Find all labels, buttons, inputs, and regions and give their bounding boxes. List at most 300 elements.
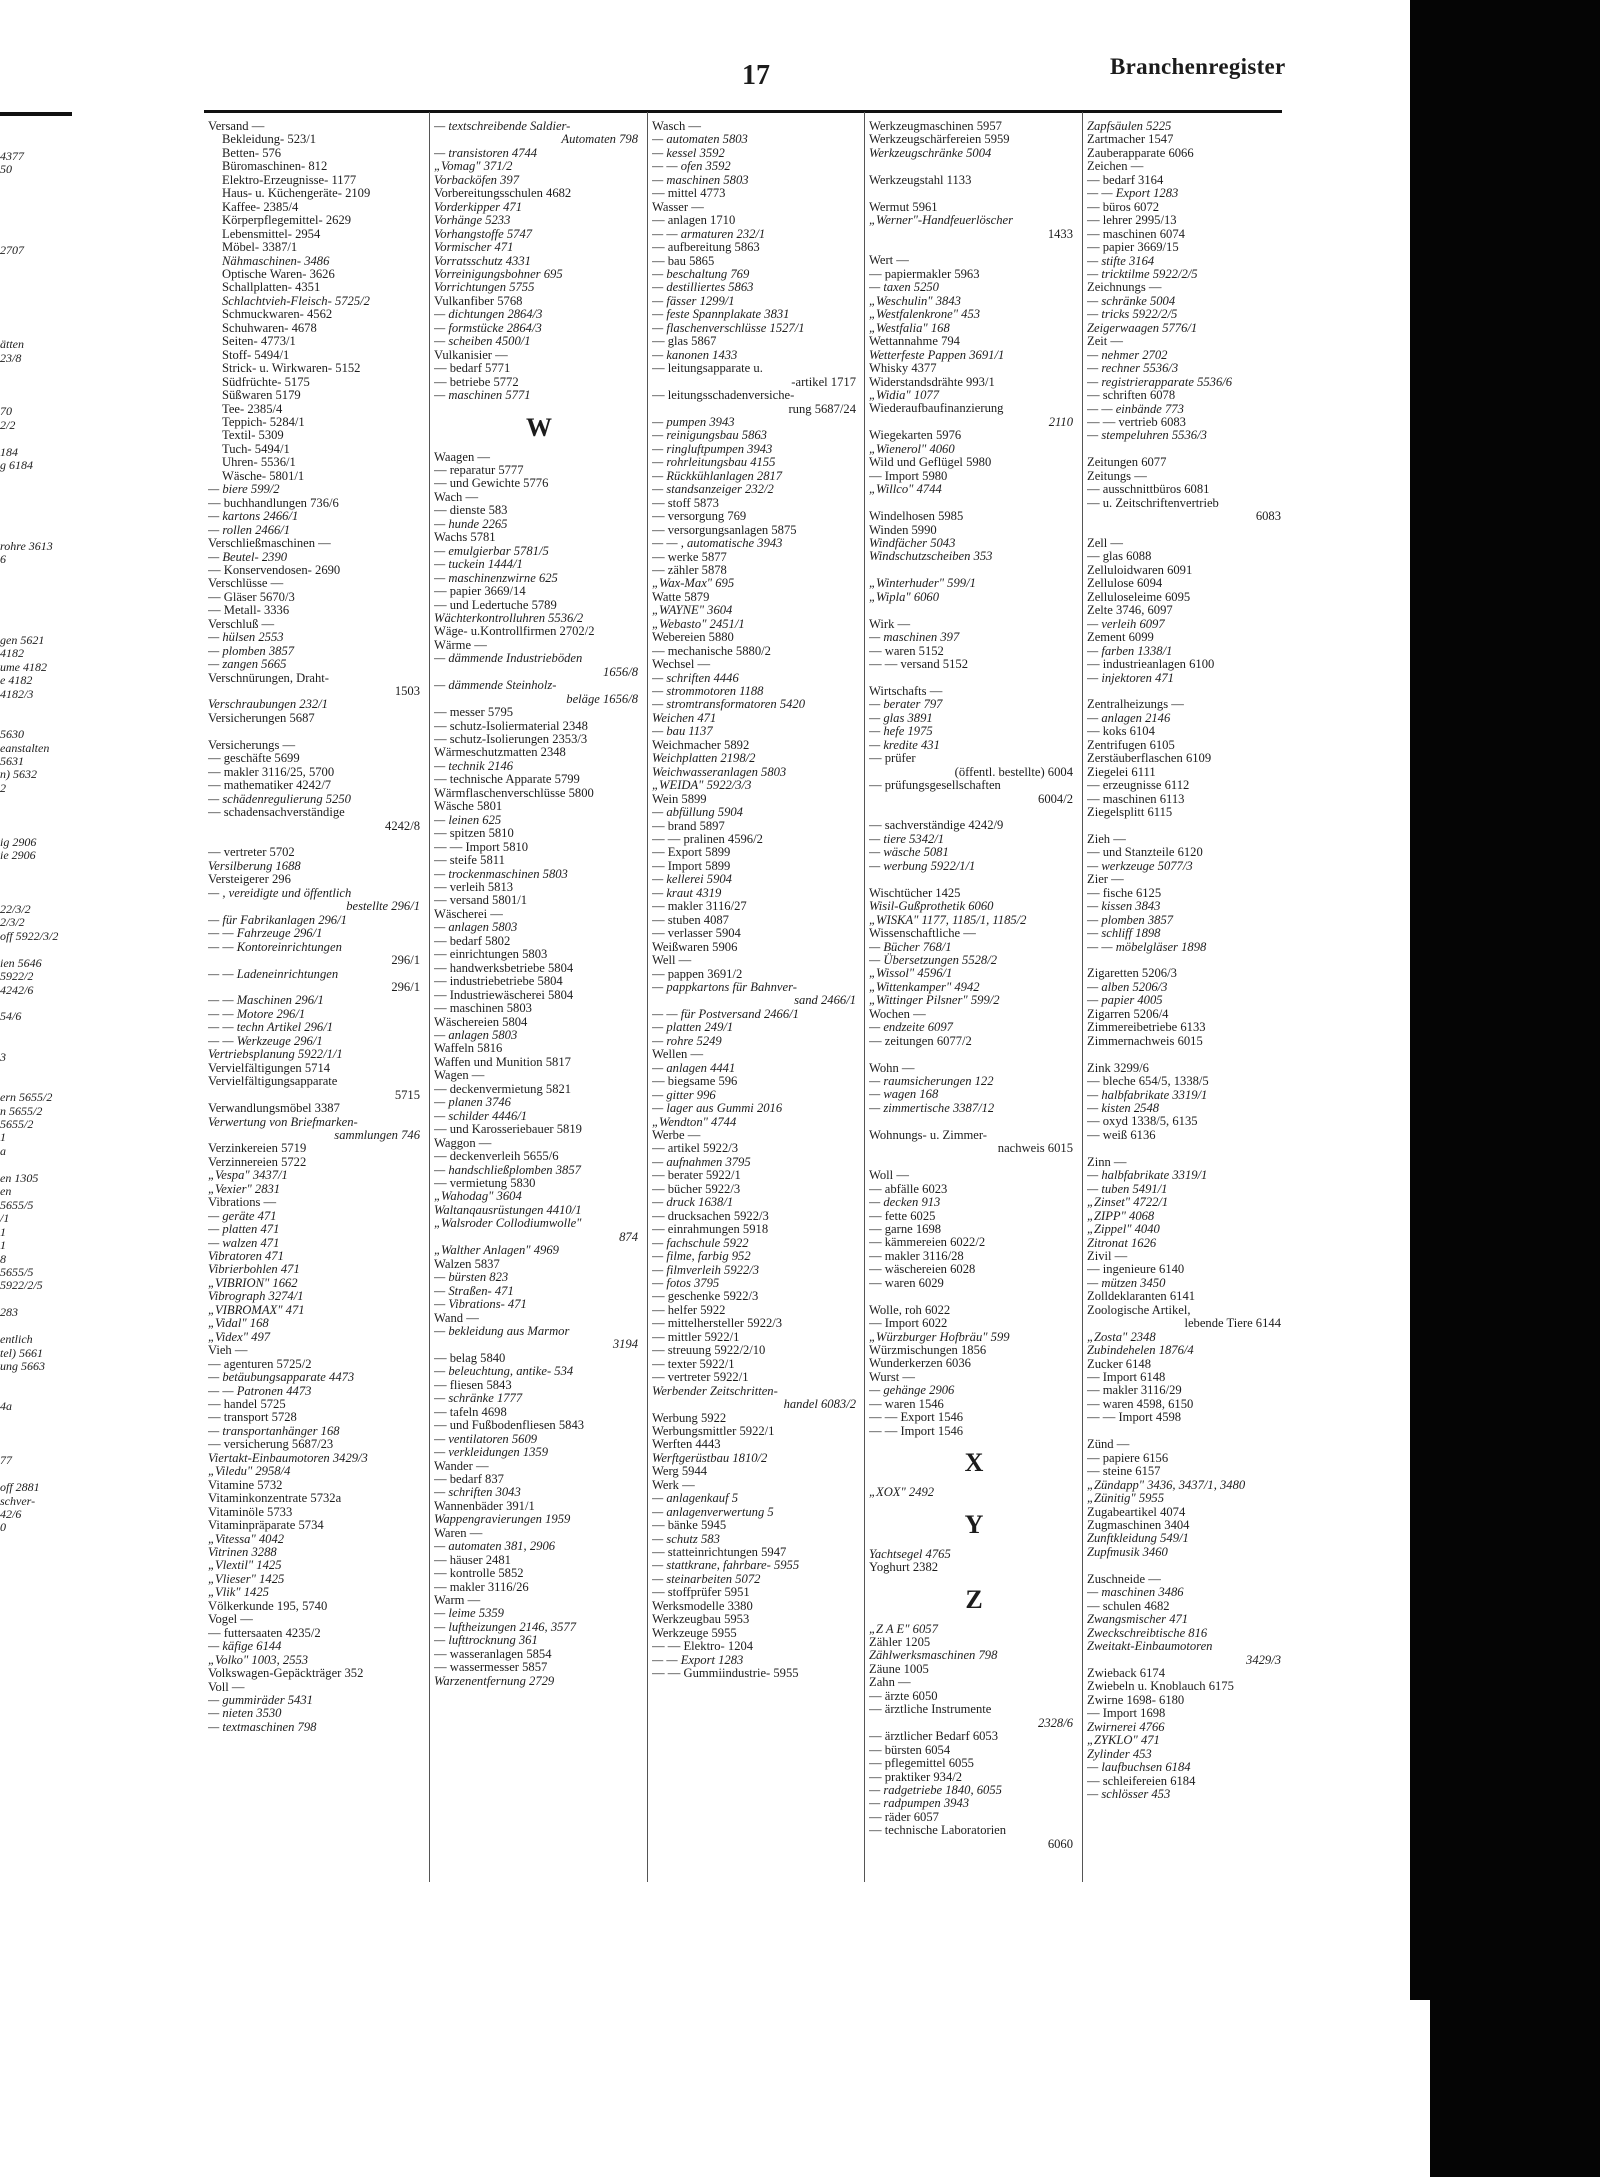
index-entry: — schutz-Isoliermaterial 2348 [434,718,588,733]
index-entry: Teppich- 5284/1 [222,414,305,429]
index-entry: Zinn — [1087,1154,1127,1169]
index-entry: Zucker 6148 [1087,1356,1151,1371]
index-entry: Vorbereitungsschulen 4682 [434,186,572,201]
margin-fragment [0,204,70,217]
index-entry: — papier 3669/15 [1087,240,1179,255]
index-entry: Zauberapparate 6066 [1087,145,1194,160]
index-entry: Wolle, roh 6022 [869,1302,951,1317]
index-entry: — strommotoren 1188 [652,684,764,699]
index-entry: — textmaschinen 798 [208,1719,317,1734]
index-entry: — kämmereien 6022/2 [869,1235,986,1250]
index-entry: Werksmodelle 3380 [652,1598,753,1613]
page-bottom-margin [0,2000,1430,2177]
index-entry: Ziegelei 6111 [1087,764,1156,779]
index-entry: Waren — [434,1525,483,1540]
index-entry: — und Karosseriebauer 5819 [434,1122,582,1137]
index-entry: — helfer 5922 [652,1302,726,1317]
index-entry: Tee- 2385/4 [222,401,283,416]
index-entry: — maschinen 6113 [1087,791,1185,806]
index-entry: — — vertrieb 6083 [1087,414,1186,429]
index-entry: — fachschule 5922 [652,1235,749,1250]
margin-fragment [0,580,70,593]
index-entry: Windfächer 5043 [869,535,956,550]
index-entry: Vogel — [208,1612,253,1627]
margin-fragment [0,513,70,526]
margin-fragment: 5631 [0,753,24,768]
index-entry: — plomben 3857 [208,643,295,658]
index-entry: Zuschneide — [1087,1571,1161,1586]
index-entry: — formstücke 2864/3 [434,320,542,335]
margin-fragment: 2/2 [0,417,16,432]
section-letter: X [964,1448,984,1478]
margin-fragment: 2/3/2 [0,915,25,930]
index-entry: — bücher 5922/3 [652,1181,741,1196]
index-entry: „Wittenkamper" 4942 [869,979,980,994]
index-entry: — bürsten 823 [434,1270,509,1285]
margin-fragment: n 5655/2 [0,1103,43,1118]
index-entry: — ärzte 6050 [869,1688,938,1703]
index-entry: — aufnahmen 3795 [652,1154,751,1169]
index-entry: — streuung 5922/2/10 [652,1343,766,1358]
index-entry: — vermietung 5830 [434,1175,536,1190]
index-entry: — — Werkzeuge 296/1 [208,1033,323,1048]
index-entry: Weichen 471 [652,710,717,725]
index-entry: sammlungen 746 [334,1127,420,1142]
index-entry: — versand 5801/1 [434,893,528,908]
index-entry: — bedarf 3164 [1087,172,1164,187]
margin-fragment [0,1158,70,1171]
index-entry: Zigaretten 5206/3 [1087,966,1177,981]
index-entry: Zeitungen 6077 [1087,455,1167,470]
index-entry: 6083 [1255,509,1281,524]
index-entry: — drucksachen 5922/3 [652,1208,769,1223]
index-entry: — und Ledertuche 5789 [434,597,557,612]
margin-fragment [0,284,70,297]
index-entry: 6060 [1047,1836,1073,1851]
index-entry: — werke 5877 [652,549,727,564]
index-entry: — schleifereien 6184 [1087,1773,1196,1788]
index-entry: Zement 6099 [1087,630,1154,645]
index-entry: — fässer 1299/1 [652,293,735,308]
index-entry: — Import 1698 [1087,1706,1166,1721]
index-entry: Optische Waren- 3626 [222,266,335,281]
index-column-3 [652,120,862,1681]
index-entry: Zelluloidwaren 6091 [1087,562,1193,577]
index-entry: 1503 [394,684,420,699]
margin-fragment: ien 5646 [0,955,42,970]
index-entry: — industriebetriebe 5804 [434,974,563,989]
index-entry: 1656/8 [603,664,638,679]
index-entry: — pappen 3691/2 [652,966,743,981]
index-entry: — waren 6029 [869,1275,944,1290]
index-entry: lebende Tiere 6144 [1184,1316,1281,1331]
index-entry: — feste Spannplakate 3831 [652,307,790,322]
margin-fragment [0,701,70,714]
index-entry: — wäschereien 6028 [869,1262,976,1277]
index-entry: — injektoren 471 [1087,670,1174,685]
index-entry: „WEIDA" 5922/3/3 [652,778,752,793]
margin-fragment [0,271,70,284]
index-entry: — bedarf 5771 [434,361,511,376]
index-entry: Zimmereibetriebe 6133 [1087,1020,1206,1035]
index-entry: Wechsel — [652,657,711,672]
index-entry: 296/1 [391,953,420,968]
index-entry: Wein 5899 [652,791,707,806]
index-entry: Schlachtvieh-Fleisch- 5725/2 [222,293,370,308]
index-entry: — berater 5922/1 [652,1168,741,1183]
header-rule [204,110,1282,113]
margin-fragment: schver- [0,1493,36,1508]
index-entry: — büros 6072 [1087,199,1160,214]
margin-fragment: gen 5621 [0,632,45,647]
margin-fragment: eanstalten [0,740,50,755]
index-entry: „Zündapp" 3436, 3437/1, 3480 [1087,1477,1246,1492]
index-entry: Zeichnungs — [1087,280,1162,295]
margin-fragment [0,1414,70,1427]
index-entry: Werften 4443 [652,1437,721,1452]
index-entry: Zäune 1005 [869,1661,929,1676]
margin-fragment [0,325,70,338]
margin-fragment: 4182/3 [0,686,34,701]
index-entry: Zerstäuberflaschen 6109 [1087,751,1212,766]
index-entry: — kredite 431 [869,737,940,752]
index-entry: Warzenentfernung 2729 [434,1673,555,1688]
index-entry: — bänke 5945 [652,1518,727,1533]
margin-fragment [0,1468,70,1481]
index-entry: Vitamine 5732 [208,1477,283,1492]
index-entry: — — Gummiindustrie- 5955 [652,1666,799,1681]
margin-fragment: 4242/6 [0,982,34,997]
index-entry: — Import 5980 [869,468,948,483]
section-letter: W [526,412,552,442]
index-entry: Zähler 1205 [869,1635,931,1650]
index-entry: — kanonen 1433 [652,347,738,362]
index-entry: Walzen 5837 [434,1256,500,1271]
index-entry [869,1048,1079,1061]
index-entry: — wäsche 5081 [869,845,949,860]
index-entry: 4242/8 [385,818,420,833]
margin-fragment: 5655/2 [0,1117,34,1132]
index-entry: Zivil — [1087,1248,1128,1263]
index-entry: — aufbereitung 5863 [652,240,760,255]
index-entry: 3194 [612,1337,638,1352]
index-entry: Wochen — [869,1006,926,1021]
index-entry: „Winterhuder" 599/1 [869,576,976,591]
index-entry: Zwiebeln u. Knoblauch 6175 [1087,1679,1234,1694]
index-entry: — taxen 5250 [869,280,939,295]
index-entry: Viertakt-Einbaumotoren 3429/3 [208,1450,368,1465]
index-entry: Wiederaufbaufinanzierung [869,401,1004,416]
index-entry: „Walsroder Collodiumwolle" [434,1216,582,1231]
margin-fragment [0,1441,70,1454]
index-entry: „Volko" 1003, 2553 [208,1652,309,1667]
margin-fragment: tel) 5661 [0,1345,43,1360]
index-entry: — schutz-Isolierungen 2353/3 [434,732,588,747]
index-entry: — scheiben 4500/1 [434,334,531,349]
index-entry: — lager aus Gummi 2016 [652,1101,783,1116]
index-entry: — hülsen 2553 [208,630,284,645]
margin-fragment [0,231,70,244]
index-entry: — kontrolle 5852 [434,1566,524,1581]
index-entry: Wäschereien 5804 [434,1014,528,1029]
margin-fragment [0,473,70,486]
margin-fragment: en 1305 [0,1170,39,1185]
index-entry: — anlagen 1710 [652,213,736,228]
index-entry: — mittel 4773 [652,186,726,201]
index-entry: — waren 4598, 6150 [1087,1396,1194,1411]
index-entry: Vieh — [208,1343,248,1358]
margin-fragment [0,217,70,230]
index-entry: — — Elektro- 1204 [652,1639,754,1654]
index-entry: — tafeln 4698 [434,1404,507,1419]
margin-fragment: rohre 3613 [0,538,53,553]
margin-fragment: n) 5632 [0,767,37,782]
index-entry: — bau 1137 [652,724,713,739]
index-entry: Nähmaschinen- 3486 [222,253,330,268]
margin-fragment [0,1024,70,1037]
index-entry: Versand — [208,120,265,133]
index-entry: Lebensmittel- 2954 [222,226,321,241]
index-entry: Zink 3299/6 [1087,1060,1149,1075]
index-entry: — platten 471 [208,1222,280,1237]
margin-fragment [0,620,70,633]
index-entry: Wirtschafts — [869,683,943,698]
index-entry: — Import 6022 [869,1316,948,1331]
index-entry: „Vlieser" 1425 [208,1571,285,1586]
margin-fragment: 1 [0,1224,6,1239]
index-entry: — koks 6104 [1087,724,1155,739]
index-entry: Wäge- u.Kontrollfirmen 2702/2 [434,624,595,639]
index-entry: — — Maschinen 296/1 [208,993,324,1008]
index-entry: Völkerkunde 195, 5740 [208,1598,328,1613]
index-entry: Versicherungen 5687 [208,710,315,725]
index-entry: — fette 6025 [869,1208,936,1223]
index-entry: — abfälle 6023 [869,1181,948,1196]
index-entry: — verleih 5813 [434,880,514,895]
index-entry: — bürsten 6054 [869,1742,951,1757]
index-entry: — berater 797 [869,697,943,712]
index-entry: Verschließmaschinen — [208,536,331,551]
index-entry: Zelluloseleime 6095 [1087,589,1191,604]
index-entry: Schmuckwaren- 4562 [222,307,333,322]
index-entry: — schadensachverständige [208,805,345,820]
index-entry: — maschinen 5803 [652,172,749,187]
index-entry: Zentrifugen 6105 [1087,737,1175,752]
index-entry: bestellte 296/1 [346,899,420,914]
index-entry: Wäscherei — [434,906,503,921]
index-entry: — filme, farbig 952 [652,1249,751,1264]
index-entry: — versorgungsanlagen 5875 [652,522,797,537]
index-entry: — mützen 3450 [1087,1275,1166,1290]
index-entry: „Zippel" 4040 [1087,1222,1160,1237]
index-entry: — häuser 2481 [434,1552,511,1567]
index-entry: — druck 1638/1 [652,1195,734,1210]
index-entry: Zentralheizungs — [1087,697,1184,712]
index-entry: „Videx" 497 [208,1329,271,1344]
index-entry: Zünd — [1087,1437,1130,1452]
margin-fragment [0,567,70,580]
index-entry: — kissen 3843 [1087,899,1161,914]
index-entry: — stifte 3164 [1087,253,1155,268]
index-entry: Zoologische Artikel, [1087,1302,1191,1317]
index-entry: — ausschnittbüros 6081 [1087,482,1210,497]
index-entry [1087,524,1287,537]
margin-fragment [0,1387,70,1400]
index-entry: Waffen und Munition 5817 [434,1054,571,1069]
left-margin-rule [0,112,72,116]
index-entry: — messer 5795 [434,705,514,720]
index-entry: — — versand 5152 [869,657,968,672]
index-entry: „Wax-Max" 695 [652,576,735,591]
index-entry: Zylinder 453 [1087,1746,1152,1761]
index-entry: „Zünitig" 5955 [1087,1491,1165,1506]
index-entry [869,160,1079,173]
index-entry: — — Fahrzeuge 296/1 [208,926,323,941]
index-entry: — leime 5359 [434,1606,504,1621]
index-entry: — Vibrations- 471 [434,1297,527,1312]
index-entry: Vibrierbohlen 471 [208,1262,300,1277]
index-entry: Zeigerwaagen 5776/1 [1087,320,1198,335]
index-entry: Waggon — [434,1135,492,1150]
index-entry: „Vespa" 3437/1 [208,1168,288,1183]
margin-fragment: ung 5663 [0,1359,45,1374]
index-entry: — und Fußbodenfliesen 5843 [434,1418,585,1433]
index-entry: Weichplatten 2198/2 [652,751,756,766]
margin-fragment [0,715,70,728]
index-entry: Wappengravierungen 1959 [434,1512,571,1527]
index-entry: — radgetriebe 1840, 6055 [869,1783,1002,1797]
index-entry: Zitronat 1626 [1087,1235,1157,1250]
index-entry: — einrahmungen 5918 [652,1222,769,1237]
index-entry: Wermut 5961 [869,199,938,214]
index-entry: Windelhosen 5985 [869,509,964,524]
margin-fragment: 4377 [0,150,24,163]
index-entry: Süßwaren 5179 [222,388,301,403]
index-entry: — versicherung 5687/23 [208,1437,334,1452]
index-entry: — tuckein 1444/1 [434,557,523,572]
scan-dark-edge [1410,0,1600,2177]
index-entry: — technische Apparate 5799 [434,772,580,787]
index-entry: Verwandlungsmöbel 3387 [208,1101,340,1116]
index-entry: — trockenmaschinen 5803 [434,866,568,881]
index-entry: „Vitessa" 4042 [208,1531,285,1546]
index-entry: Zimmernachweis 6015 [1087,1033,1203,1048]
index-entry: Wach — [434,489,479,504]
index-entry: — halbfabrikate 3319/1 [1087,1168,1208,1183]
index-column-4 [869,120,1079,1851]
index-entry: — oxyd 1338/5, 6135 [1087,1114,1198,1129]
index-entry: — papier 4005 [1087,993,1163,1008]
index-entry: Vorhangstoffe 5747 [434,226,533,241]
index-entry: — technische Laboratorien [869,1823,1007,1838]
index-entry: Strick- u. Wirkwaren- 5152 [222,361,361,376]
index-entry: Vibratoren 471 [208,1249,284,1264]
index-entry: „Widia" 1077 [869,388,940,403]
index-entry: — mechanische 5880/2 [652,643,771,658]
index-entry: — steine 6157 [1087,1464,1161,1479]
index-entry: — versorgung 769 [652,509,747,524]
index-entry: — kraut 4319 [652,885,722,900]
index-entry: — papier 3669/14 [434,584,526,599]
index-entry: — prüfungsgesellschaften [869,778,1001,793]
index-entry: — einrichtungen 5803 [434,947,548,962]
margin-fragment [0,822,70,835]
index-entry: — glas 5867 [652,334,717,349]
index-entry: — bedarf 837 [434,1471,504,1486]
index-entry: — schriften 4446 [652,670,739,685]
index-entry [869,671,1079,684]
index-entry: — spitzen 5810 [434,826,514,841]
index-entry: — steinarbeiten 5072 [652,1571,761,1586]
index-entry: Zolldeklaranten 6141 [1087,1289,1196,1304]
index-entry: — — für Postversand 2466/1 [652,1006,799,1021]
index-entry [869,604,1079,617]
index-entry: Widerstandsdrähte 993/1 [869,374,995,389]
margin-fragment: 3 [0,1049,6,1064]
index-entry: — futtersaaten 4235/2 [208,1625,321,1640]
index-entry: — registrierapparate 5536/6 [1087,374,1233,389]
index-entry: — destilliertes 5863 [652,280,754,295]
margin-fragment: ätten [0,337,24,352]
index-entry: „Vlextil" 1425 [208,1558,282,1573]
index-entry: — mathematiker 4242/7 [208,778,332,793]
index-entry: — — ofen 3592 [652,159,731,174]
index-entry [869,1156,1079,1169]
margin-fragment: 77 [0,1453,12,1468]
index-entry: — — Ladeneinrichtungen [208,966,339,981]
index-entry: Kaffee- 2385/4 [222,199,299,214]
index-entry: — agenturen 5725/2 [208,1356,312,1371]
index-entry: — makler 3116/25, 5700 [208,764,335,779]
index-entry: — Import 5899 [652,858,731,873]
index-entry: — stoff 5873 [652,495,719,510]
index-entry: — , vereidigte und öffentlich [208,885,352,900]
index-entry: Weichmacher 5892 [652,737,750,752]
index-entry: Zugabeartikel 4074 [1087,1504,1186,1519]
index-entry: Wohnungs- u. Zimmer- [869,1127,988,1142]
index-entry: — luftheizungen 2146, 3577 [434,1619,577,1634]
index-entry: Webereien 5880 [652,630,734,645]
index-entry: „Vexier" 2831 [208,1181,281,1196]
index-entry: — schilder 4446/1 [434,1108,528,1123]
index-entry: — — Export 1546 [869,1410,964,1425]
margin-fragment: 42/6 [0,1507,22,1522]
index-entry: „Wittinger Pilsner" 599/2 [869,993,1000,1008]
index-entry: — ärztlicher Bedarf 6053 [869,1729,999,1744]
index-entry: — u. Zeitschriftenvertrieb [1087,495,1219,510]
index-entry: Werftgerüstbau 1810/2 [652,1450,768,1465]
index-entry: Wirk — [869,616,911,631]
margin-fragment [0,809,70,822]
index-entry: Zier — [1087,872,1124,887]
index-entry: Verschlüsse — [208,576,284,591]
index-entry: 6004/2 [1038,791,1073,806]
margin-fragment [0,1078,70,1091]
index-entry: — radpumpen 3943 [869,1796,970,1811]
index-entry: — maschinen 6074 [1087,226,1185,241]
index-entry: — automaten 381, 2906 [434,1539,556,1554]
index-entry: — vertreter 5702 [208,845,295,860]
index-entry: Würzmischungen 1856 [869,1343,987,1358]
index-entry: Wäsche- 5801/1 [222,468,305,483]
index-entry: Wäsche 5801 [434,799,503,814]
index-entry: Vulkanisier — [434,347,508,362]
index-entry: Betten- 576 [222,145,282,160]
index-entry: — glas 3891 [869,710,933,725]
index-entry: — textschreibende Saldier- [434,120,571,133]
margin-fragment: 54/6 [0,1009,22,1024]
index-entry: sand 2466/1 [794,993,856,1008]
